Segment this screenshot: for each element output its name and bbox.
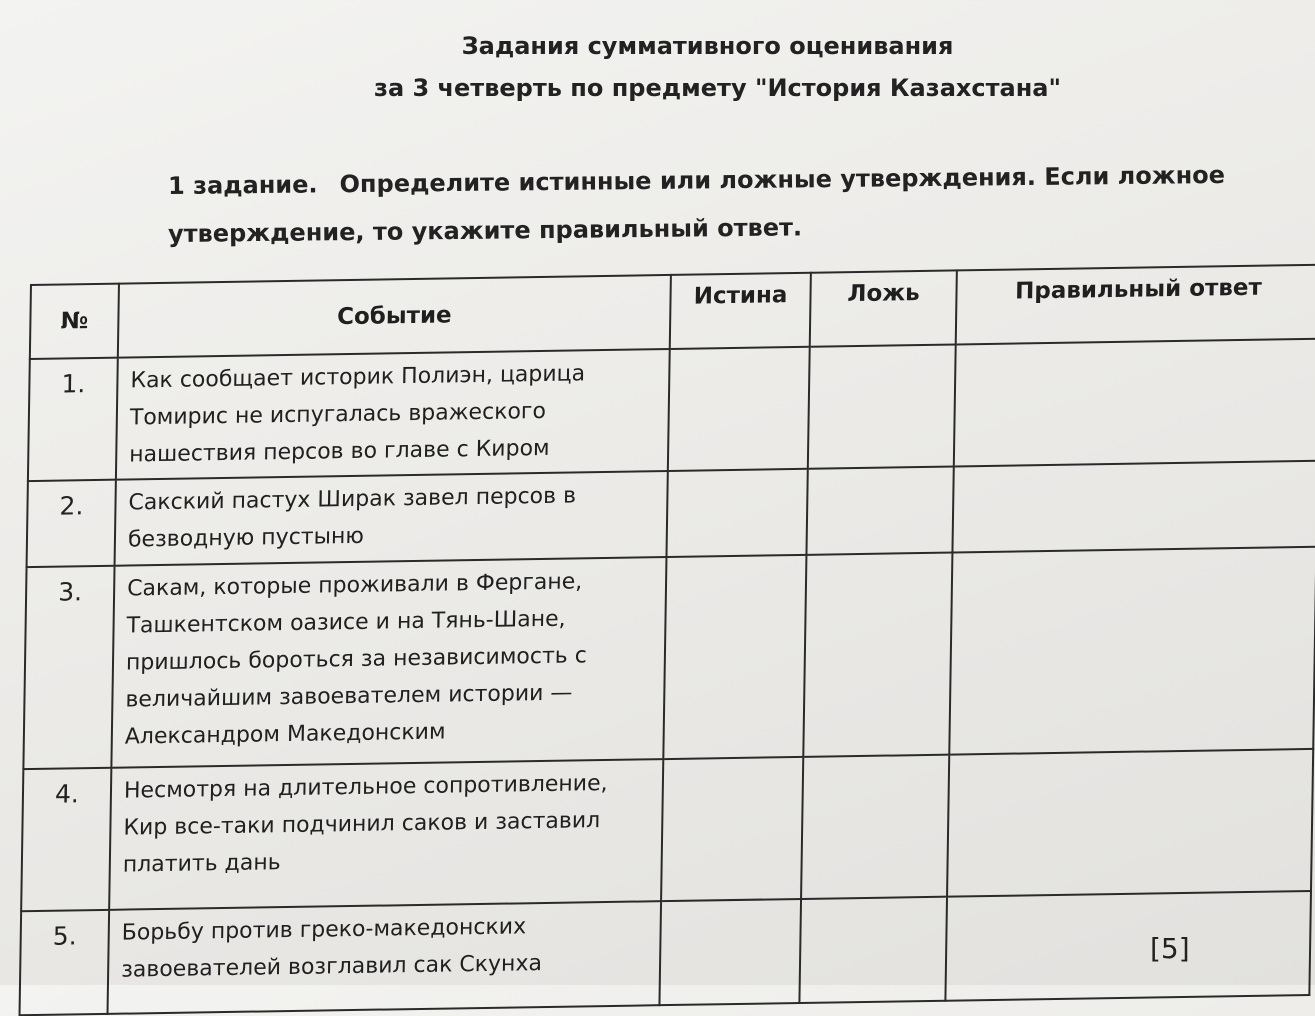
score-label: [5] bbox=[1150, 932, 1190, 965]
task-text-line2: утверждение, то укажите правильный ответ. bbox=[167, 213, 803, 248]
false-cell[interactable] bbox=[801, 755, 949, 899]
row-event: Борьбу против греко-македонских завоевателей возглавил сак Скунха bbox=[108, 901, 662, 1014]
false-cell[interactable] bbox=[806, 467, 953, 555]
answer-table bbox=[18, 264, 1315, 1016]
table-row bbox=[23, 547, 1315, 769]
row-event: Несмотря на длительное сопротивление, Кир все-таки подчинил саков и заставил платить дань bbox=[109, 759, 663, 910]
task-instruction-line2 bbox=[168, 213, 802, 248]
true-cell[interactable] bbox=[663, 555, 806, 759]
row-number: 1. bbox=[28, 358, 118, 481]
true-cell[interactable] bbox=[668, 347, 810, 471]
task-instruction-line1 bbox=[168, 161, 1225, 200]
row-number: 3. bbox=[23, 566, 114, 769]
header-false: Ложь bbox=[810, 270, 957, 346]
table-row bbox=[28, 339, 1315, 481]
row-event: Сакский пастух Ширак завел персов в безводную пустыню bbox=[115, 471, 668, 566]
page-title-line2: за 3 четверть по предмету "История Казахстана" bbox=[374, 74, 1061, 102]
false-cell[interactable] bbox=[799, 897, 947, 1003]
true-cell[interactable] bbox=[661, 757, 803, 901]
task-text-line1: Определите истинные или ложные утверждения. Если ложное bbox=[339, 160, 1226, 199]
answer-table-wrapper bbox=[19, 264, 1315, 985]
table-row bbox=[21, 749, 1313, 911]
true-cell[interactable] bbox=[659, 899, 801, 1005]
row-event: Сакам, которые проживали в Фергане, Ташкентском оазисе и на Тянь-Шане, пришлось бороться за независимость с величайшим завоевателем истории — Александром Македонским bbox=[111, 557, 666, 768]
header-correct-answer: Правильный ответ bbox=[956, 265, 1315, 345]
header-number: № bbox=[30, 284, 119, 359]
false-cell[interactable] bbox=[808, 344, 956, 468]
table-row bbox=[20, 891, 1311, 1015]
row-number: 4. bbox=[21, 768, 111, 911]
correct-answer-cell[interactable] bbox=[949, 547, 1315, 755]
header-event: Событие bbox=[118, 275, 671, 358]
correct-answer-cell[interactable] bbox=[954, 339, 1315, 467]
false-cell[interactable] bbox=[803, 553, 952, 757]
page-title-line1: Задания суммативного оценивания bbox=[461, 32, 954, 60]
correct-answer-cell[interactable] bbox=[952, 461, 1315, 553]
row-number: 5. bbox=[20, 910, 110, 1015]
true-cell[interactable] bbox=[666, 469, 807, 557]
task-number: 1 задание. bbox=[167, 170, 318, 200]
row-number: 2. bbox=[27, 480, 116, 567]
row-event: Как сообщает историк Полиэн, царица Томирис не испугалась вражеского нашествия персов во главе с Киром bbox=[116, 349, 670, 480]
correct-answer-cell[interactable] bbox=[947, 749, 1313, 897]
correct-answer-cell[interactable] bbox=[945, 891, 1311, 1001]
header-true: Истина bbox=[670, 273, 811, 349]
